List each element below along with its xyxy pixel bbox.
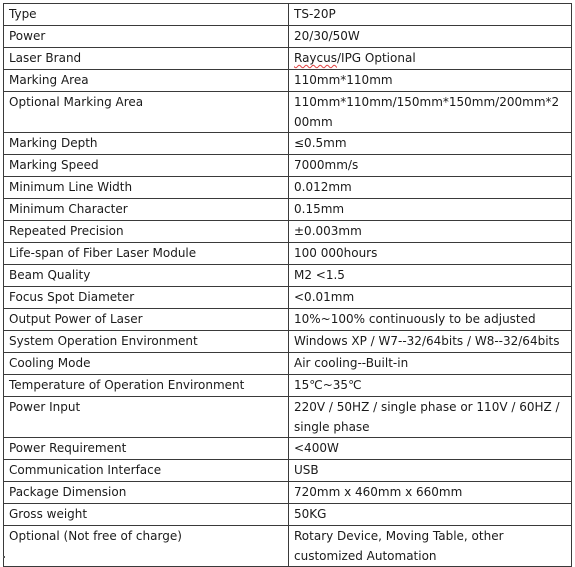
spec-value: 100 000hours [289,243,572,265]
spec-label: Minimum Line Width [4,177,289,199]
spec-label: Communication Interface [4,460,289,482]
spec-value: Rotary Device, Moving Table, other customized Automation [289,526,572,567]
spec-row [4,482,572,504]
spec-value: M2 <1.5 [289,265,572,287]
spec-value: <0.01mm [289,287,572,309]
spec-row [4,70,572,92]
spec-value [289,48,572,70]
spec-row [4,92,572,133]
spec-row [4,287,572,309]
spec-value: 720mm x 460mm x 660mm [289,482,572,504]
spec-value: 0.15mm [289,199,572,221]
spec-row [4,397,572,438]
spec-label: Marking Depth [4,133,289,155]
spec-value: 0.012mm [289,177,572,199]
spec-row [4,526,572,567]
spec-value: USB [289,460,572,482]
spec-value: 10%~100% continuously to be adjusted [289,309,572,331]
spec-value: 20/30/50W [289,26,572,48]
spec-label: Life-span of Fiber Laser Module [4,243,289,265]
spec-label: Power Requirement [4,438,289,460]
spec-row [4,309,572,331]
spec-label: Optional (Not free of charge) [4,526,289,567]
spec-row [4,4,572,26]
spec-row [4,331,572,353]
spec-label: Gross weight [4,504,289,526]
spec-row [4,460,572,482]
spec-value: 50KG [289,504,572,526]
spec-row [4,199,572,221]
spellcheck-underlined-word: Raycus [294,51,337,65]
spec-row [4,221,572,243]
spec-label: Laser Brand [4,48,289,70]
spec-label: Minimum Character [4,199,289,221]
spec-label: Type [4,4,289,26]
spec-row [4,504,572,526]
spec-value: 220V / 50HZ / single phase or 110V / 60HZ / single phase [289,397,572,438]
spec-label: Power [4,26,289,48]
spec-value: ±0.003mm [289,221,572,243]
spec-value: Air cooling--Built-in [289,353,572,375]
spec-label: Beam Quality [4,265,289,287]
spec-value: 15℃~35℃ [289,375,572,397]
spec-label: Marking Area [4,70,289,92]
stray-mark [3,556,5,558]
spec-value: 110mm*110mm [289,70,572,92]
spec-row [4,155,572,177]
spec-value: ≤0.5mm [289,133,572,155]
spec-row [4,48,572,70]
spec-label: Temperature of Operation Environment [4,375,289,397]
spec-row [4,438,572,460]
spec-table [3,3,572,567]
spec-label: Output Power of Laser [4,309,289,331]
spec-value: 7000mm/s [289,155,572,177]
spec-value: <400W [289,438,572,460]
spec-row [4,177,572,199]
spec-value: Windows XP / W7--32/64bits / W8--32/64bits [289,331,572,353]
spec-label: Optional Marking Area [4,92,289,133]
spec-label: Repeated Precision [4,221,289,243]
spec-row [4,243,572,265]
spec-label: System Operation Environment [4,331,289,353]
spec-row [4,265,572,287]
spec-label: Cooling Mode [4,353,289,375]
spec-row [4,26,572,48]
spec-value: 110mm*110mm/150mm*150mm/200mm*200mm [289,92,572,133]
spec-row [4,353,572,375]
spec-label: Focus Spot Diameter [4,287,289,309]
spec-table-body [4,4,572,567]
spec-row [4,375,572,397]
spec-row [4,133,572,155]
spec-label: Marking Speed [4,155,289,177]
spec-label: Package Dimension [4,482,289,504]
spec-value-rest: /IPG Optional [336,51,416,65]
spec-value: TS-20P [289,4,572,26]
spec-label: Power Input [4,397,289,438]
